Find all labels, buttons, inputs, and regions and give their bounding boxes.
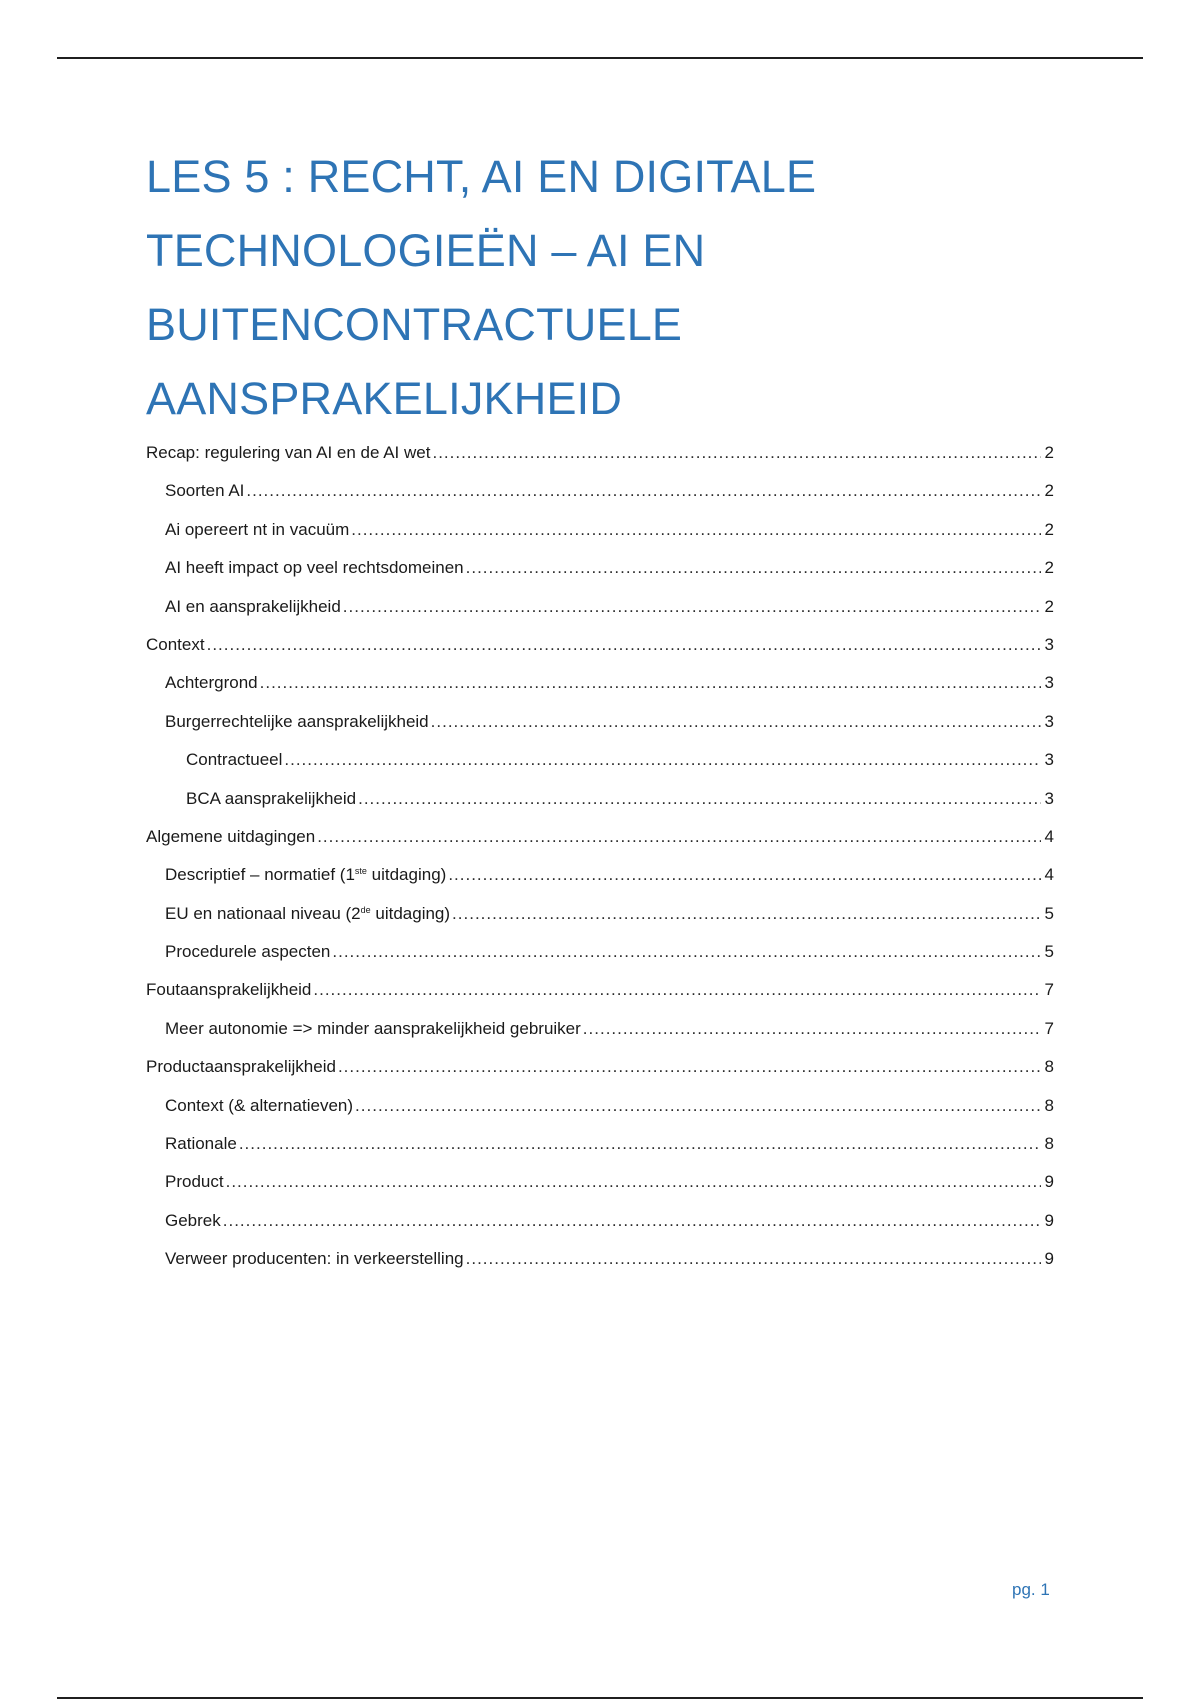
title-line-4: AANSPRAKELIJKHEID [146, 373, 623, 424]
toc-dot-leader [239, 1134, 1041, 1154]
toc-entry[interactable] [146, 789, 1054, 827]
toc-entry-label[interactable]: Procedurele aspecten [165, 942, 331, 962]
page-number: pg. 1 [1012, 1580, 1050, 1599]
toc-page-number[interactable]: 9 [1044, 1210, 1054, 1230]
toc-entry-label[interactable]: Context (& alternatieven) [165, 1095, 354, 1115]
toc-dot-leader [338, 1057, 1041, 1077]
toc-page-number[interactable]: 3 [1044, 788, 1054, 808]
toc-entry[interactable] [146, 1172, 1054, 1210]
toc-entry[interactable] [146, 1057, 1054, 1095]
toc-entry-label[interactable]: Ai opereert nt in vacuüm [165, 519, 350, 539]
toc-entry[interactable] [146, 635, 1054, 673]
toc-entry-label[interactable]: BCA aansprakelijkheid [186, 788, 357, 808]
toc-page-number[interactable]: 3 [1044, 634, 1054, 654]
toc-dot-leader [432, 443, 1041, 463]
header-rule [57, 57, 1143, 59]
toc-entry-label[interactable]: Foutaansprakelijkheid [146, 980, 312, 1000]
toc-entry-label[interactable]: Soorten AI [165, 481, 245, 501]
title-line-3: BUITENCONTRACTUELE [146, 299, 683, 350]
toc-entry[interactable] [146, 712, 1054, 750]
toc-page-number[interactable]: 2 [1044, 481, 1054, 501]
toc-dot-leader [207, 635, 1041, 655]
title-line-2: TECHNOLOGIEËN – AI EN [146, 225, 706, 276]
toc-page-number[interactable]: 4 [1044, 865, 1054, 885]
toc-entry-label[interactable]: Context [146, 634, 205, 654]
toc-dot-leader [317, 827, 1041, 847]
toc-entry[interactable] [146, 904, 1054, 942]
toc-page-number[interactable]: 4 [1044, 826, 1054, 846]
toc-page-number[interactable]: 5 [1044, 903, 1054, 923]
toc-dot-leader [260, 673, 1041, 693]
toc-dot-leader [223, 1211, 1041, 1231]
toc-page-number[interactable]: 2 [1044, 596, 1054, 616]
toc-entry-label[interactable]: Meer autonomie => minder aansprakelijkheid gebruiker [165, 1018, 581, 1038]
toc-entry[interactable] [146, 865, 1054, 903]
toc-page-number[interactable]: 2 [1044, 443, 1054, 462]
toc-dot-leader [583, 1019, 1041, 1039]
toc-entry[interactable] [146, 1211, 1054, 1249]
toc-dot-leader [332, 942, 1041, 962]
toc-page-number[interactable]: 5 [1044, 942, 1054, 962]
toc-page-number[interactable]: 3 [1044, 673, 1054, 693]
toc-entry[interactable] [146, 443, 1054, 481]
title-line-1: LES 5 : RECHT, AI EN DIGITALE [146, 151, 817, 202]
toc-page-number[interactable]: 2 [1044, 558, 1054, 578]
toc-page-number[interactable]: 8 [1044, 1057, 1054, 1077]
table-of-contents [146, 443, 1054, 1288]
toc-entry[interactable] [146, 980, 1054, 1018]
toc-entry[interactable] [146, 558, 1054, 596]
toc-entry[interactable] [146, 942, 1054, 980]
toc-dot-leader [466, 558, 1041, 578]
toc-entry-label[interactable]: Algemene uitdagingen [146, 826, 316, 846]
toc-dot-leader [284, 750, 1041, 770]
toc-dot-leader [313, 980, 1041, 1000]
toc-dot-leader [448, 865, 1041, 885]
toc-entry-label[interactable]: Descriptief – normatief (1ste uitdaging) [165, 865, 447, 885]
toc-page-number[interactable]: 9 [1044, 1172, 1054, 1192]
toc-page-number[interactable]: 3 [1044, 750, 1054, 770]
toc-entry[interactable] [146, 597, 1054, 635]
toc-dot-leader [355, 1096, 1041, 1116]
toc-entry-label[interactable]: AI heeft impact op veel rechtsdomeinen [165, 558, 464, 578]
toc-page-number[interactable]: 7 [1044, 1018, 1054, 1038]
toc-entry-label[interactable]: Rationale [165, 1134, 237, 1154]
footer-rule [57, 1697, 1143, 1699]
toc-page-number[interactable]: 2 [1044, 519, 1054, 539]
toc-entry[interactable] [146, 1019, 1054, 1057]
toc-entry[interactable] [146, 520, 1054, 558]
toc-entry-label[interactable]: EU en nationaal niveau (2de uitdaging) [165, 903, 451, 923]
toc-entry-label[interactable]: Achtergrond [165, 673, 258, 693]
toc-entry-label[interactable]: Burgerrechtelijke aansprakelijkheid [165, 711, 429, 731]
toc-entry[interactable] [146, 1096, 1054, 1134]
document-title [146, 140, 1066, 436]
toc-page-number[interactable]: 3 [1044, 711, 1054, 731]
toc-dot-leader [343, 597, 1041, 617]
toc-dot-leader [226, 1172, 1041, 1192]
toc-entry[interactable] [146, 827, 1054, 865]
toc-dot-leader [466, 1249, 1041, 1269]
toc-entry-label[interactable]: Product [165, 1172, 224, 1192]
toc-page-number[interactable]: 8 [1044, 1095, 1054, 1115]
toc-entry-label[interactable]: Verweer producenten: in verkeerstelling [165, 1249, 464, 1269]
toc-dot-leader [452, 904, 1041, 924]
toc-entry-label[interactable]: Recap: regulering van AI en de AI wet [146, 443, 431, 462]
toc-dot-leader [431, 712, 1041, 732]
toc-page-number[interactable]: 9 [1044, 1249, 1054, 1269]
toc-entry[interactable] [146, 1249, 1054, 1287]
toc-page-number[interactable]: 8 [1044, 1134, 1054, 1154]
toc-page-number[interactable]: 7 [1044, 980, 1054, 1000]
toc-entry[interactable] [146, 481, 1054, 519]
toc-entry-label[interactable]: Gebrek [165, 1210, 221, 1230]
toc-entry-label[interactable]: Productaansprakelijkheid [146, 1057, 336, 1077]
toc-dot-leader [246, 481, 1041, 501]
toc-entry[interactable] [146, 1134, 1054, 1172]
toc-entry[interactable] [146, 750, 1054, 788]
toc-entry-label[interactable]: AI en aansprakelijkheid [165, 596, 341, 616]
toc-dot-leader [358, 789, 1041, 809]
toc-entry[interactable] [146, 673, 1054, 711]
toc-dot-leader [351, 520, 1041, 540]
toc-entry-label[interactable]: Contractueel [186, 750, 283, 770]
